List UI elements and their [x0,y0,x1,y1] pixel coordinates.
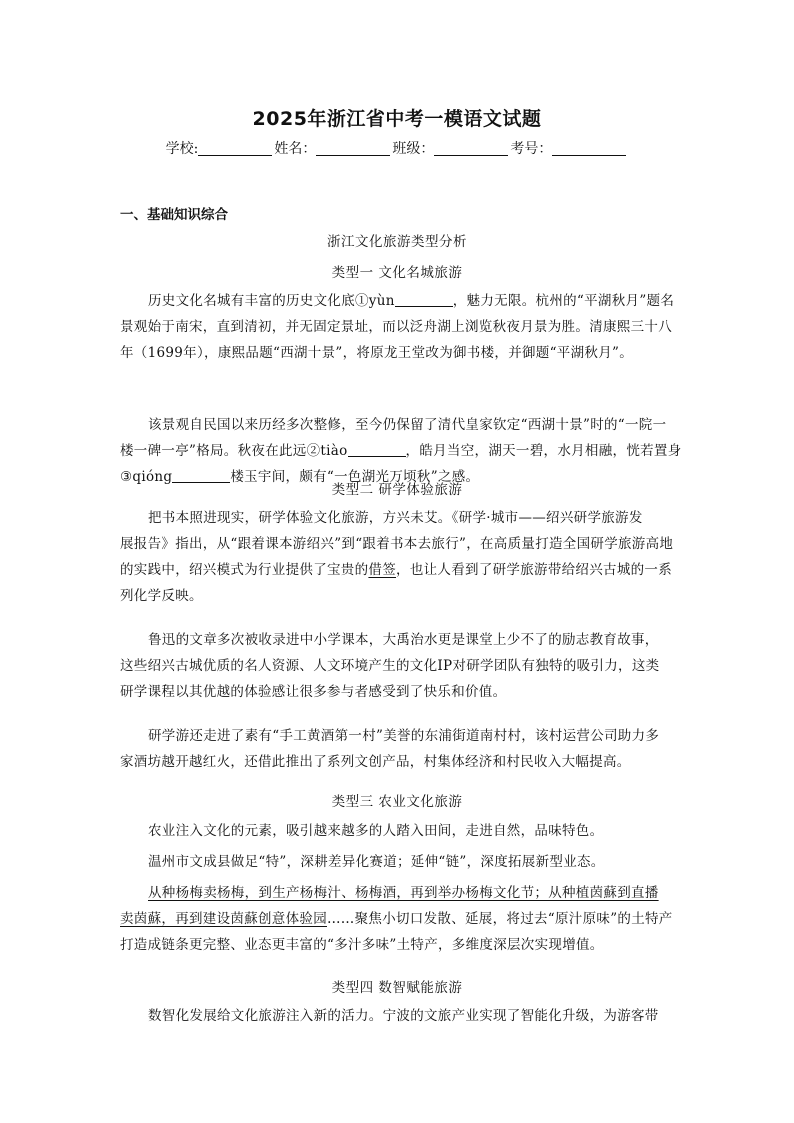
blank-2[interactable] [348,444,406,457]
type3-paragraph-1 [120,818,676,844]
text-line: 这些绍兴古城优质的名人资源、人文环境产生的文化IP对研学团队有独特的吸引力，这类 [120,658,660,674]
article-title: 浙江文化旅游类型分析 [327,234,467,250]
school-label: 学校: [165,141,199,157]
text-line: 展报告》指出，从“跟着课本游绍兴”到“跟着书本去旅行”，在高质量打造全国研学旅游高地 [120,536,674,552]
text-line: 把书本照进现实，研学体验文化旅游，方兴未艾。《研学·城市——绍兴研学旅游发 [148,510,643,526]
text-line: 打造成链条更完整、业态更丰富的“多汁多味”土特产，多维度深层次实现增值。 [120,937,604,953]
name-label: 姓名： [274,141,317,157]
number-field[interactable] [552,141,626,156]
class-field[interactable] [434,141,508,156]
name-field[interactable] [316,141,390,156]
number-label: 考号： [510,141,553,157]
text-line: 楼玉宇间，颇有“一色湖光万顷秋”之感。 [230,469,480,485]
text-line: 列化学反映。 [120,588,203,604]
type2-paragraph-1 [120,505,676,609]
text-line: 的实践中，绍兴模式为行业提供了宝贵的 [120,562,369,578]
text-line: ，魅力无限。杭州的“平湖秋月”题名 [452,293,675,309]
underlined-sentence: 从种杨梅卖杨梅，到生产杨梅汁、杨梅酒，再到举办杨梅文化节；从种植茵蘇到直播 [148,885,659,901]
type2-heading: 类型二 研学体验旅游 [331,482,463,498]
text-line: 景观始于南宋，直到清初，并无固定景址，而以泛舟湖上浏览秋夜月景为胜。清康熙三十八 [120,319,672,335]
student-info-line [0,138,794,158]
text-line: ……聚焦小切口发散、延展，将过去“原汁原味”的土特产 [327,911,673,927]
underlined-word: 借签 [368,562,397,578]
type4-paragraph-1 [120,1003,676,1029]
text-line: 研学游还走进了素有“手工黄酒第一村”美誉的东浦街道南村村，该村运营公司助力多 [148,728,660,744]
text-line: ，皓月当空，湖天一碧，水月相融，恍若置身 [405,443,682,459]
type2-paragraph-2 [120,627,676,705]
text-line: ，也让人看到了研学旅游带给绍兴古城的一系 [396,562,673,578]
text-line: 鲁迅的文章多次被收录进中小学课本，大禹治水更是课堂上少不了的励志教育故事， [148,632,659,648]
text-line: 家酒坊越开越红火，还借此推出了系列文创产品，村集体经济和村民收入大幅提高。 [120,754,631,770]
blank-1[interactable] [395,294,453,307]
text-line: 数智化发展给文化旅游注入新的活力。宁波的文旅产业实现了智能化升级，为游客带 [148,1008,659,1024]
text-line: 年（1699年），康熙品题“西湖十景”，将原龙王堂改为御书楼，并御题“平湖秋月”。 [120,345,634,361]
text-line: 农业注入文化的元素，吸引越来越多的人踏入田间，走进自然，品味特色。 [148,823,604,839]
page-title: 2025年浙江省中考一模语文试题 [252,108,542,130]
text-line: 温州市文成县做足“特”，深耕差异化赛道；延伸“链”，深度拓展新型业态。 [148,854,605,870]
text-line: 研学课程以其优越的体验感让很多参与者感受到了快乐和价值。 [120,684,507,700]
type1-heading: 类型一 文化名城旅游 [331,265,463,281]
type2-paragraph-3 [120,723,676,775]
type3-paragraph-3 [120,880,676,958]
text-line: 楼一碑一亭”格局。秋夜在此远②tiào [120,443,348,459]
school-field[interactable] [198,141,272,156]
text-line: ③qióng [120,469,173,485]
section-heading: 一、基础知识综合 [120,207,228,223]
type3-heading: 类型三 农业文化旅游 [331,794,463,810]
text-line: 历史文化名城有丰富的历史文化底①yùn [148,293,395,309]
underlined-sentence: 卖茵蘇，再到建设茵蘇创意体验园 [120,911,327,927]
type4-heading: 类型四 数智赋能旅游 [331,980,463,996]
type1-paragraph-1 [120,288,676,366]
class-label: 班级： [392,141,435,157]
text-line: 该景观自民国以来历经多次整修，至今仍保留了清代皇家钦定“西湖十景”时的“一院一 [148,417,667,433]
type3-paragraph-2 [120,849,676,875]
